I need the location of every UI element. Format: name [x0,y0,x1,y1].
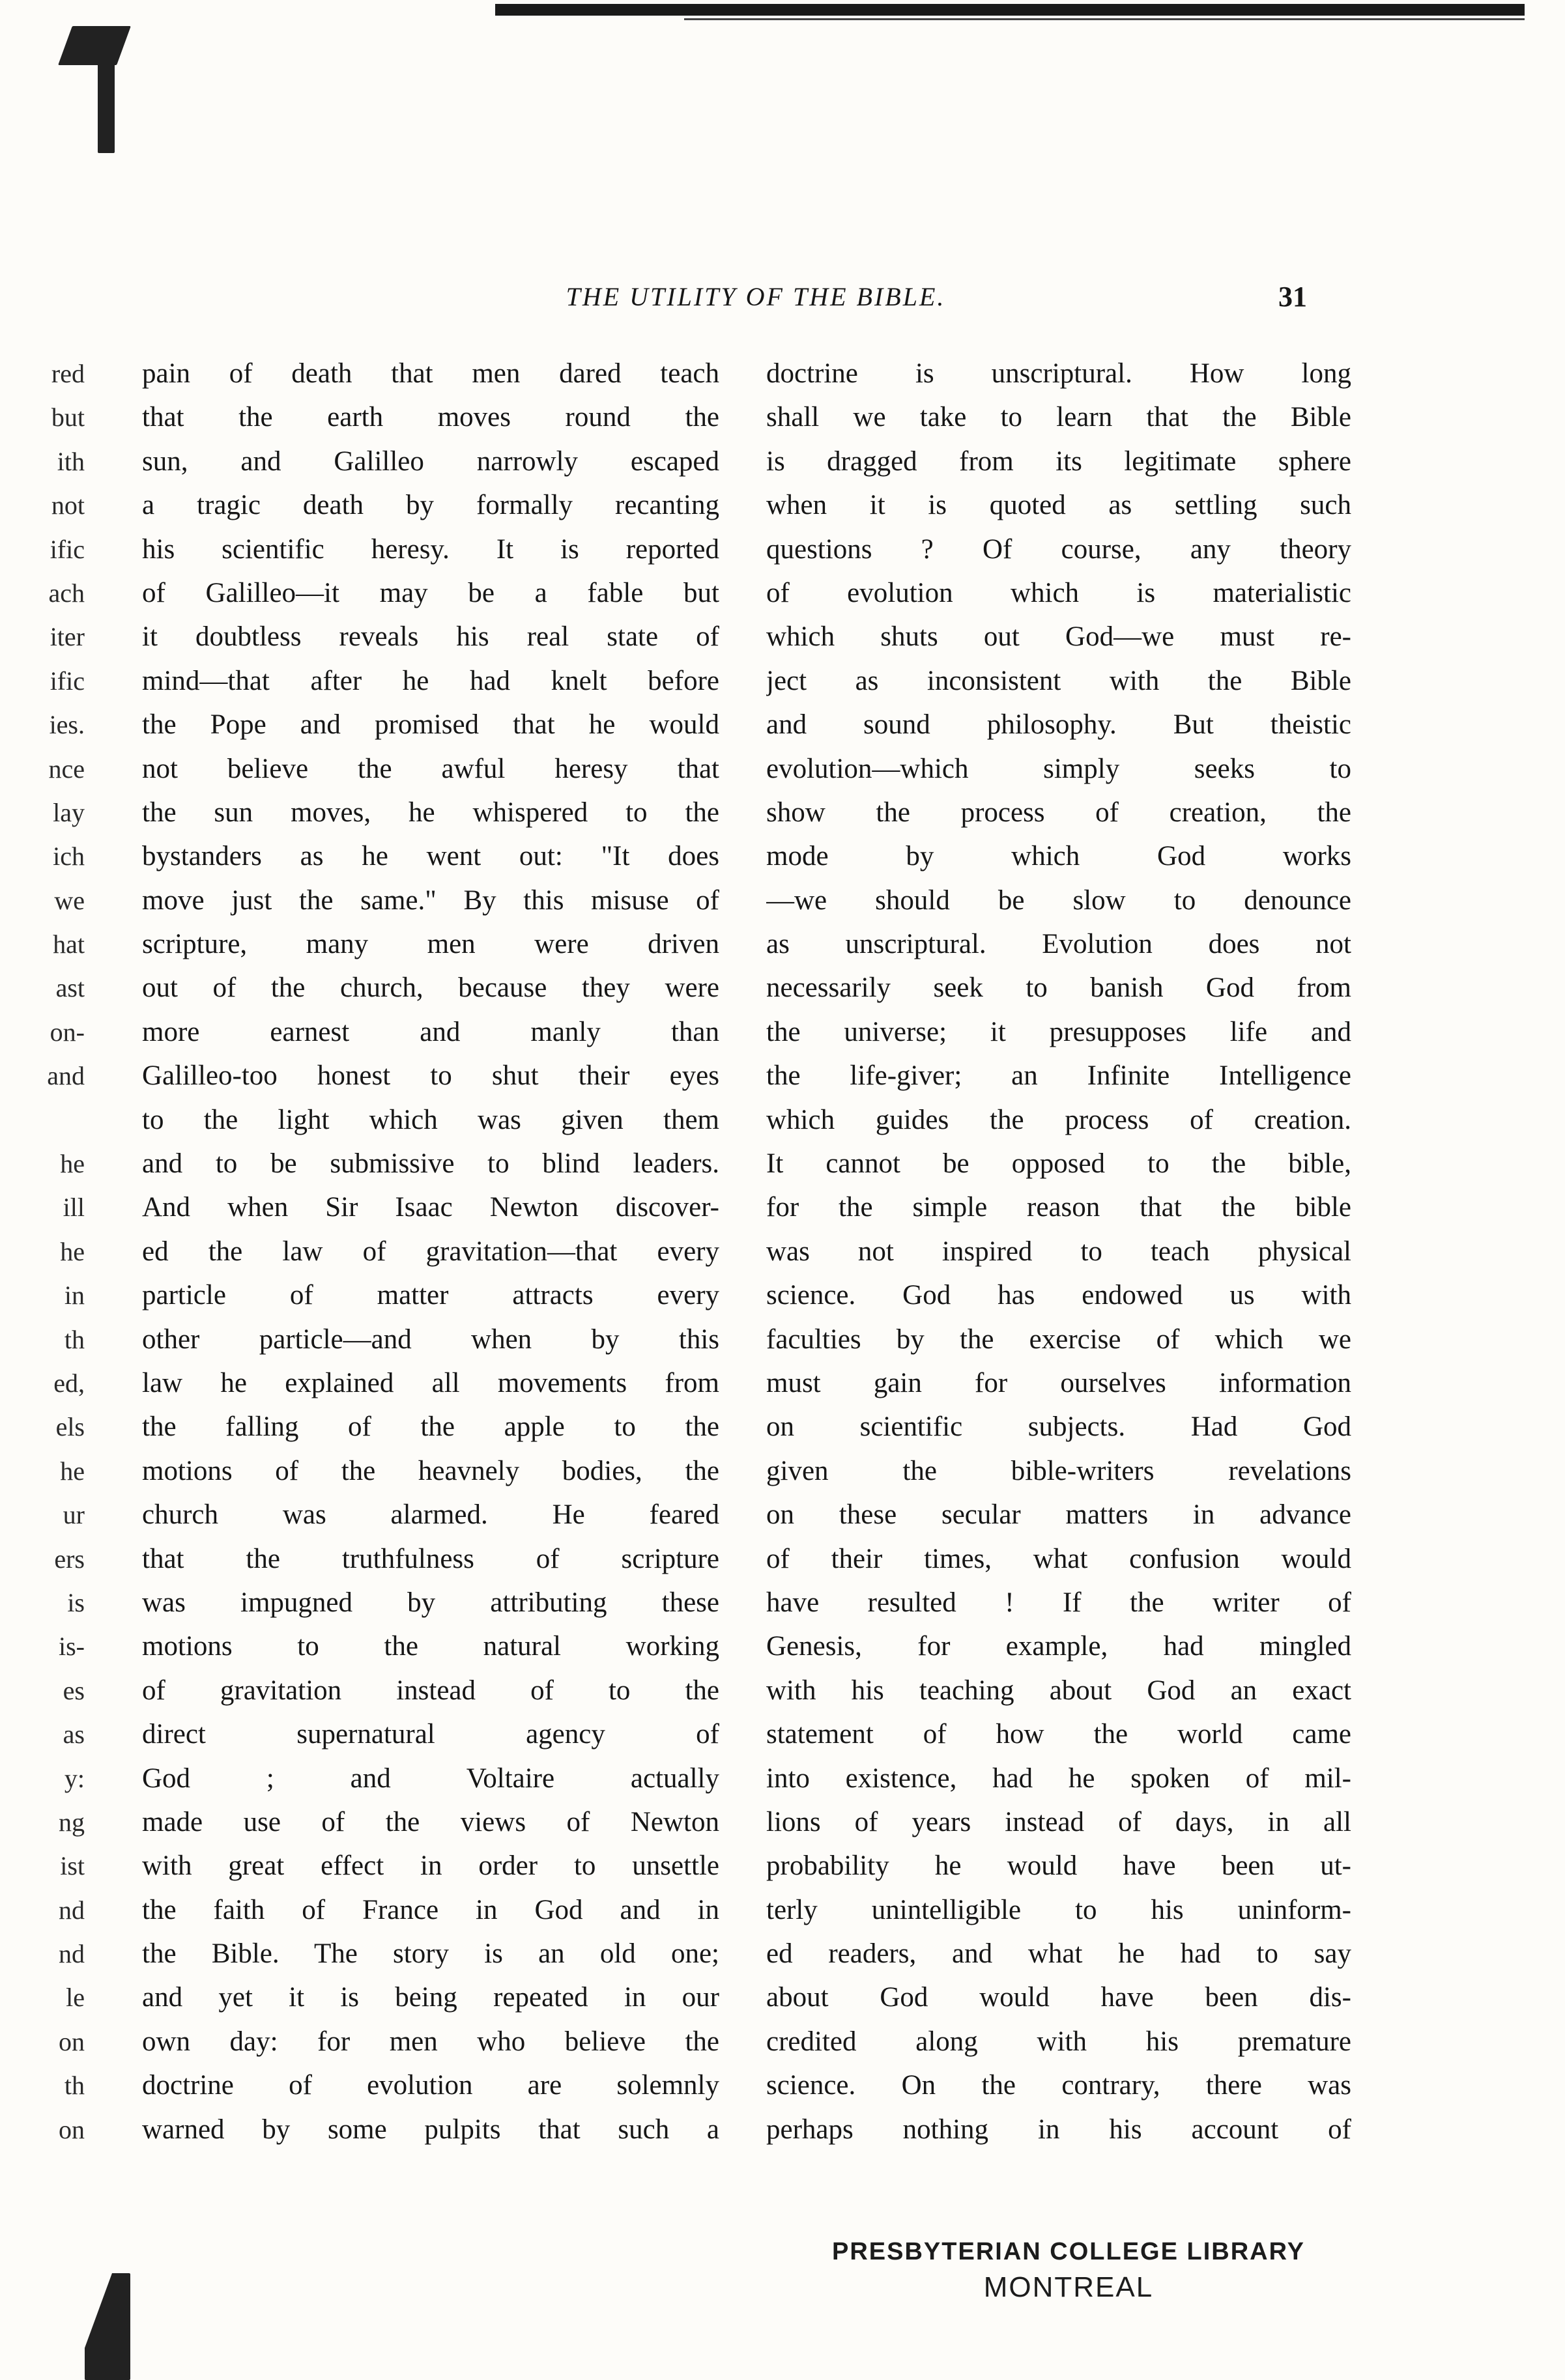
text-line: move just the same." By this misuse of [142,885,719,916]
margin-fragment: as [63,1720,85,1750]
left-text-column [142,352,719,2151]
binding-mark-top-tail [98,62,115,153]
text-line: scripture, many men were driven [142,929,719,960]
margin-fragment: ed, [53,1368,85,1398]
margin-fragment: we [54,885,85,915]
text-line: mind—that after he had knelt before [142,665,719,696]
margin-fragment: and [47,1061,85,1091]
margin-fragment: on [59,2114,85,2144]
facing-page-margin-fragments [7,352,85,2151]
margin-fragment: ies. [49,710,85,740]
margin-fragment: he [60,1456,85,1486]
text-line: his scientific heresy. It is reported [142,533,719,565]
text-line: doctrine is unscriptural. How long [766,358,1351,389]
text-line: And when Sir Isaac Newton discover- [142,1192,719,1223]
text-line: was not inspired to teach physical [766,1236,1351,1267]
margin-fragment: ast [55,973,85,1003]
margin-fragment: in [64,1281,85,1310]
top-scan-rule-thin [684,18,1525,20]
text-line: more earnest and manly than [142,1016,719,1047]
text-line: faculties by the exercise of which we [766,1324,1351,1355]
text-line: on these secular matters in advance [766,1499,1351,1531]
text-line: perhaps nothing in his account of [766,2114,1351,2145]
text-line: science. On the contrary, there was [766,2070,1351,2101]
margin-fragment: on [59,2026,85,2056]
binding-mark-bottom [85,2273,130,2380]
text-line: the universe; it presupposes life and [766,1016,1351,1047]
text-line: —we should be slow to denounce [766,885,1351,916]
text-line: the sun moves, he whispered to the [142,797,719,828]
text-line: with great effect in order to unsettle [142,1850,719,1882]
margin-fragment: nd [59,1939,85,1969]
binding-mark-top [58,26,131,65]
text-line: pain of death that men dared teach [142,358,719,389]
margin-fragment: ers [54,1544,85,1574]
text-line: must gain for ourselves information [766,1367,1351,1398]
text-line: credited along with his premature [766,2026,1351,2057]
text-line: direct supernatural agency of [142,1719,719,1750]
text-line: church was alarmed. He feared [142,1499,719,1531]
text-line: that the truthfulness of scripture [142,1543,719,1574]
text-line: on scientific subjects. Had God [766,1411,1351,1443]
text-line: given the bible-writers revelations [766,1455,1351,1486]
text-line: into existence, had he spoken of mil- [766,1763,1351,1794]
margin-fragment: on- [50,1017,85,1047]
right-text-column [766,352,1351,2151]
margin-fragment: ach [48,578,85,608]
text-line: own day: for men who believe the [142,2026,719,2057]
margin-fragment: le [66,1983,85,2013]
margin-fragment: ific [50,534,85,564]
top-scan-rule [495,4,1525,16]
text-line: the life-giver; an Infinite Intelligence [766,1060,1351,1092]
text-line: of gravitation instead of to the [142,1675,719,1706]
text-line: It cannot be opposed to the bible, [766,1148,1351,1180]
text-line: science. God has endowed us with [766,1280,1351,1311]
margin-fragment [7,1098,85,1142]
text-line: that the earth moves round the [142,402,719,433]
text-line: the falling of the apple to the [142,1411,719,1443]
text-line: ject as inconsistent with the Bible [766,665,1351,696]
text-line: questions ? Of course, any theory [766,533,1351,565]
margin-fragment: is- [59,1632,85,1662]
library-stamp-city: MONTREAL [983,2271,1154,2303]
margin-fragment: th [64,1324,85,1354]
text-line: God ; and Voltaire actually [142,1763,719,1794]
margin-fragment: y: [64,1763,85,1793]
text-line: ed the law of gravitation—that every [142,1236,719,1267]
text-line: the Bible. The story is an old one; [142,1938,719,1970]
text-line: doctrine of evolution are solemnly [142,2070,719,2101]
margin-fragment: ng [59,1807,85,1837]
margin-fragment: ith [57,446,85,476]
margin-fragment: es [63,1675,85,1705]
text-line: have resulted ! If the writer of [766,1587,1351,1618]
text-line: not believe the awful heresy that [142,753,719,784]
text-line: terly unintelligible to his uninform- [766,1894,1351,1925]
text-line: probability he would have been ut- [766,1850,1351,1882]
running-title: THE UTILITY OF THE BIBLE. [566,282,946,311]
margin-fragment: is [67,1587,85,1617]
margin-fragment: th [64,2071,85,2101]
text-line: made use of the views of Newton [142,1806,719,1837]
text-line: particle of matter attracts every [142,1280,719,1311]
margin-fragment: ific [50,666,85,696]
margin-fragment: nd [59,1895,85,1925]
margin-fragment: not [51,490,85,520]
text-line: is dragged from its legitimate sphere [766,446,1351,477]
text-line: with his teaching about God an exact [766,1675,1351,1706]
library-stamp [808,2238,1329,2304]
text-line: and yet it is being repeated in our [142,1982,719,2013]
text-line: of their times, what confusion would [766,1543,1351,1574]
text-line: it doubtless reveals his real state of [142,621,719,653]
text-line: mode by which God works [766,841,1351,872]
text-line: Genesis, for example, had mingled [766,1631,1351,1662]
text-line: lions of years instead of days, in all [766,1806,1351,1837]
text-line: which shuts out God—we must re- [766,621,1351,653]
margin-fragment: ich [53,842,85,871]
text-line: motions to the natural working [142,1631,719,1662]
text-line: of Galilleo—it may be a fable but [142,577,719,608]
text-line: for the simple reason that the bible [766,1192,1351,1223]
text-line: evolution—which simply seeks to [766,753,1351,784]
margin-fragment: nce [48,754,85,784]
text-line: and to be submissive to blind leaders. [142,1148,719,1180]
margin-fragment: els [55,1412,85,1442]
text-line: Galilleo-too honest to shut their eyes [142,1060,719,1092]
library-stamp-name: PRESBYTERIAN COLLEGE LIBRARY [832,2238,1305,2265]
text-line: shall we take to learn that the Bible [766,402,1351,433]
margin-fragment: iter [50,622,85,652]
text-line: motions of the heavnely bodies, the [142,1455,719,1486]
text-line: other particle—and when by this [142,1324,719,1355]
text-line: which guides the process of creation. [766,1104,1351,1135]
text-line: when it is quoted as settling such [766,490,1351,521]
margin-fragment: he [60,1149,85,1179]
text-line: necessarily seek to banish God from [766,972,1351,1004]
text-line: bystanders as he went out: "It does [142,841,719,872]
text-line: statement of how the world came [766,1719,1351,1750]
text-line: law he explained all movements from [142,1367,719,1398]
text-line: show the process of creation, the [766,797,1351,828]
margin-fragment: ur [63,1500,85,1530]
text-line: about God would have been dis- [766,1982,1351,2013]
text-line: warned by some pulpits that such a [142,2114,719,2145]
text-line: ed readers, and what he had to say [766,1938,1351,1970]
text-line: to the light which was given them [142,1104,719,1135]
text-line: was impugned by attributing these [142,1587,719,1618]
text-line: out of the church, because they were [142,972,719,1004]
text-line: sun, and Galilleo narrowly escaped [142,446,719,477]
margin-fragment: red [51,359,85,388]
text-line: and sound philosophy. But theistic [766,709,1351,741]
text-line: the Pope and promised that he would [142,709,719,741]
margin-fragment: ill [63,1193,85,1223]
text-line: as unscriptural. Evolution does not [766,929,1351,960]
margin-fragment: but [51,403,85,432]
margin-fragment: ist [60,1851,85,1881]
margin-fragment: he [60,1236,85,1266]
text-line: of evolution which is materialistic [766,577,1351,608]
page-number: 31 [1278,281,1307,313]
text-line: the faith of France in God and in [142,1894,719,1925]
margin-fragment: lay [53,797,85,827]
text-line: a tragic death by formally recanting [142,490,719,521]
margin-fragment: hat [53,929,85,959]
